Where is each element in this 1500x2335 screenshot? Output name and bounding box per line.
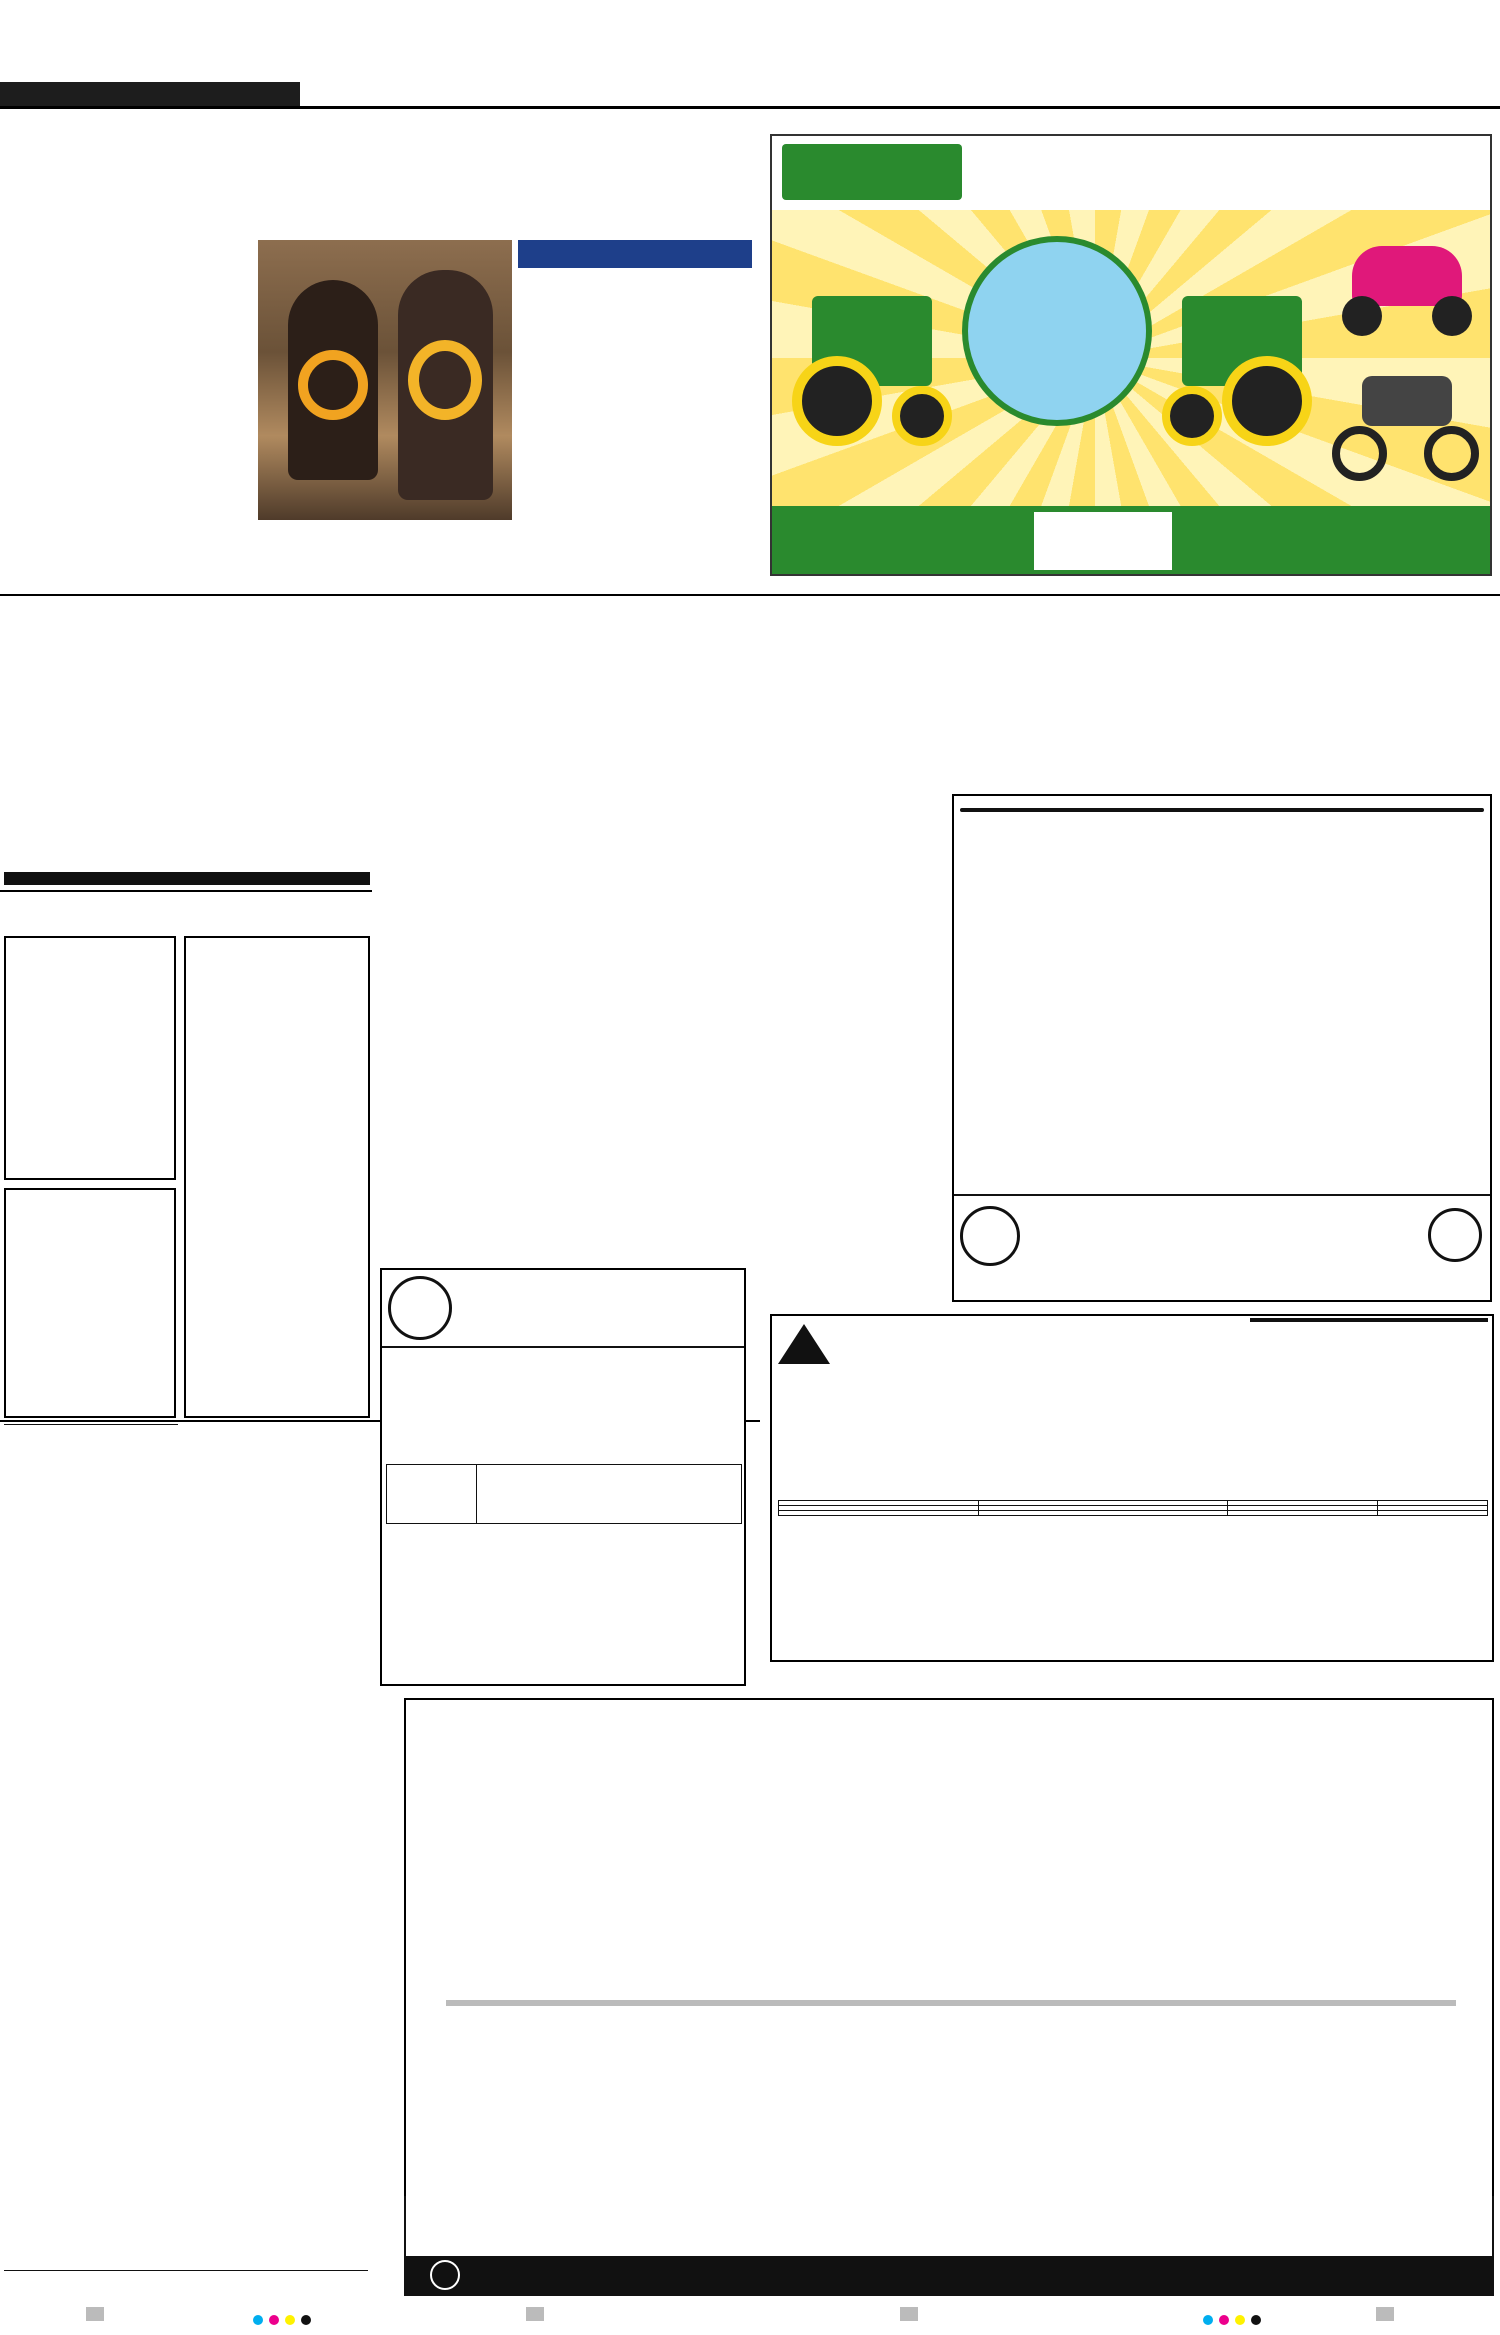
- alcohol-text: [186, 938, 368, 1338]
- aiims-logo: [388, 1276, 452, 1340]
- admission-intro: [954, 796, 1490, 804]
- aiims-ad: [380, 1268, 746, 1686]
- section-label: [1456, 8, 1470, 64]
- story-nursing: [382, 600, 748, 1340]
- row-rule-1: [0, 594, 1500, 596]
- cttc-footer: [954, 1194, 1490, 1300]
- tender-body-col2: [188, 1424, 368, 2266]
- tender-body-col1: [4, 1496, 178, 2266]
- admission-certificate: [960, 808, 1484, 812]
- print-marks: [0, 2300, 1500, 2335]
- reg-mark-4: [1376, 2307, 1394, 2321]
- ogb-logo: [778, 1324, 830, 1364]
- lead-photo: [258, 240, 512, 520]
- classified-section: [4, 872, 370, 1420]
- cii-body: [6, 608, 364, 828]
- johndeere-ad: [770, 134, 1492, 576]
- lead-tagline: [518, 240, 752, 268]
- admission-notice-ad: [952, 794, 1492, 1302]
- masthead-rule: [0, 106, 1500, 109]
- ogb-notice-title: [1250, 1318, 1488, 1322]
- lead-story: [6, 114, 752, 594]
- nursing-body-col2: [568, 800, 748, 1332]
- masthead: [0, 0, 1500, 110]
- jd-phones: [1034, 512, 1172, 570]
- story-atm: [952, 600, 1496, 790]
- table-row: [779, 1511, 1488, 1516]
- jd-header: [772, 136, 1490, 210]
- okcl-logo-icon: [430, 2260, 460, 2290]
- nursing-body-col1: [382, 832, 560, 1332]
- cttc-logo-right: [1428, 1208, 1482, 1262]
- honda-scooter: [1332, 226, 1482, 346]
- story-kalinga: [766, 600, 944, 1340]
- business-text: [6, 1190, 174, 1306]
- reg-mark-1: [86, 2307, 104, 2321]
- jd-tractor-right: [1152, 286, 1322, 456]
- aiims-schedule: [386, 1464, 742, 1524]
- oscit-skills-top: [466, 1982, 1446, 2092]
- cttc-logo-left: [960, 1206, 1020, 1266]
- business-ad: [4, 1188, 176, 1418]
- aiims-date-label: [387, 1465, 477, 1523]
- alcohol-footer: [186, 1338, 368, 1342]
- gold-text: [6, 946, 174, 1026]
- reg-mark-2: [526, 2307, 544, 2321]
- lead-body-col2: [518, 274, 752, 594]
- classified-bar: [4, 872, 370, 885]
- honda-bike: [1332, 356, 1482, 496]
- story-cii: [6, 600, 364, 890]
- oscit-bullets: [466, 2200, 1466, 2250]
- jd-badge: [962, 236, 1152, 426]
- ogb-notice-ad: [770, 1314, 1494, 1662]
- oscit-org-bar: [406, 2256, 1492, 2294]
- photo-garland-groom: [298, 350, 368, 420]
- photo-garland-bride: [408, 340, 482, 420]
- admission-details: [954, 816, 1490, 822]
- ogb-table: [778, 1500, 1488, 1516]
- kalinga-body: [766, 606, 944, 1136]
- color-dots-2: [1200, 2310, 1264, 2329]
- atm-body-col2: [1224, 640, 1496, 784]
- jd-logo-box: [782, 144, 962, 200]
- jd-brand: [782, 144, 962, 150]
- atm-body-col1: [952, 684, 1214, 784]
- oscit-skills-bottom: [556, 2090, 1356, 2200]
- reg-mark-3: [900, 2307, 918, 2321]
- tender-subtitle: [4, 1424, 178, 1425]
- tender-footer: [4, 2270, 368, 2292]
- lead-body-col1: [6, 254, 249, 594]
- aiims-date-value: [481, 1465, 739, 1473]
- date-strip: [0, 82, 300, 106]
- alcohol-ad: [184, 936, 370, 1418]
- jd-tractor-left: [792, 286, 962, 456]
- gold-cash-ad: [4, 936, 176, 1180]
- ogb-body: [778, 1368, 1488, 1494]
- aiims-advno: [382, 1346, 744, 1348]
- color-dots-1: [250, 2310, 314, 2329]
- tender-notice: [4, 1424, 368, 2294]
- jd-footer: [772, 506, 1490, 576]
- oscit-footer-ad: [404, 2196, 1494, 2296]
